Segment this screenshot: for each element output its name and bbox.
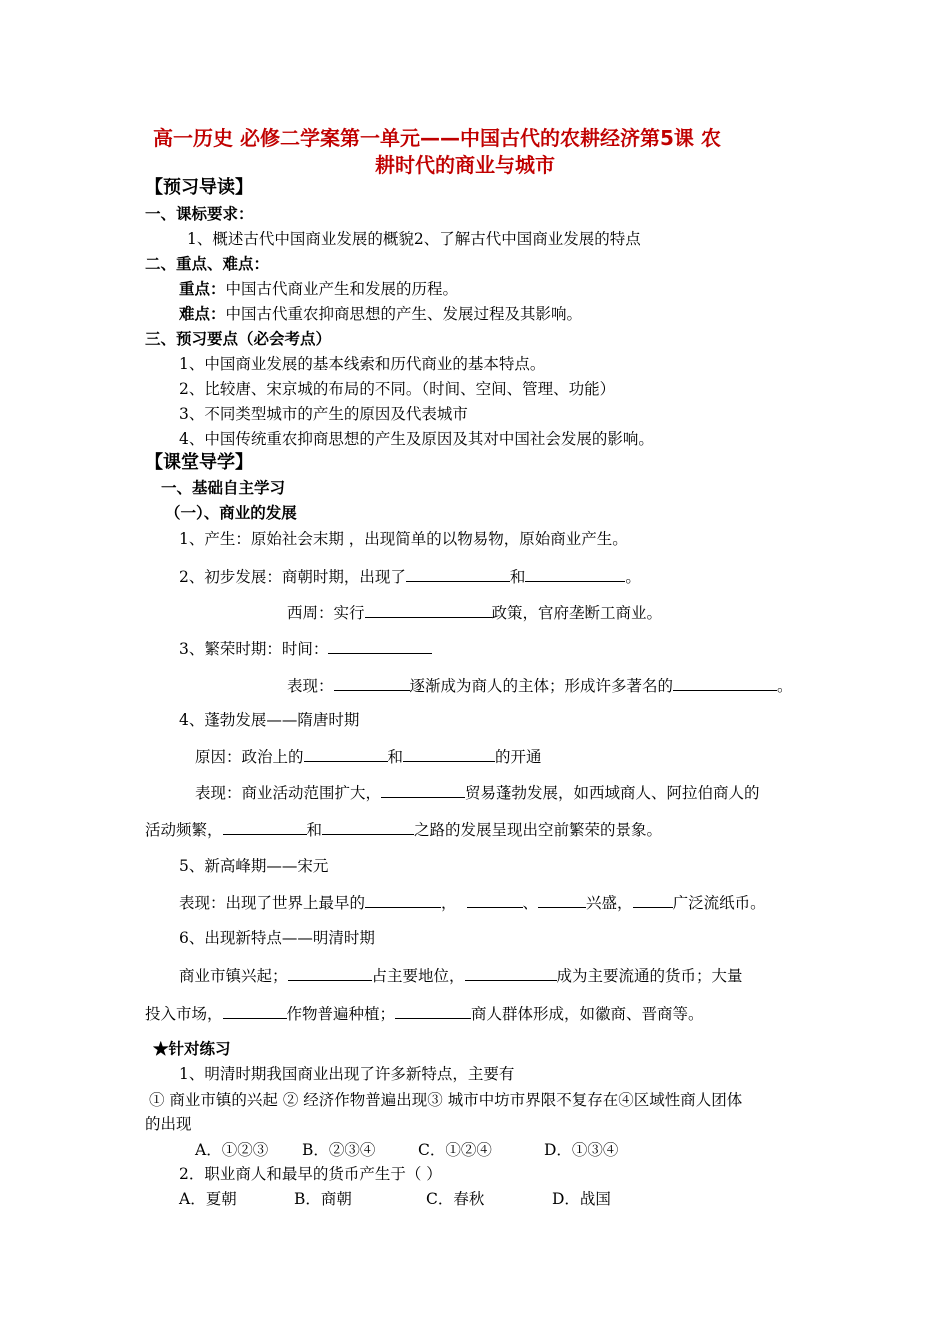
item-text: 表现：商业活动范围扩大， [195,784,382,802]
blank-line[interactable] [365,602,492,618]
item-text: 的开通 [495,748,542,766]
item-text: 投入市场， [145,1005,223,1023]
item-sui-tang-reason [195,746,542,767]
item-text: 和 [509,568,526,586]
item-song-yuan: 5、新高峰期——宋元 [179,857,329,875]
item-text: 西周：实行 [287,604,365,622]
key-points-label: 二、重点、难点： [145,254,270,273]
question-2: 2．职业商人和最早的货币产生于（ ） [179,1165,442,1183]
blank-line[interactable] [538,892,586,908]
preview-point: 4、中国传统重农抑商思想的产生及原因及其对中国社会发展的影响。 [179,430,654,448]
item-text: 商业市镇兴起； [179,967,288,985]
preview-point: 3、不同类型城市的产生的原因及代表城市 [179,405,468,423]
commerce-dev-label: （一）、商业的发展 [165,503,297,522]
difficulty-label: 难点： [179,304,226,323]
question-1: 1、明清时期我国商业出现了许多新特点，主要有 [179,1065,515,1083]
question-1-options: ① 商业市镇的兴起 ② 经济作物普遍出现③ 城市中坊市界限不复存在④区域性商人团体 [149,1091,743,1109]
preview-point: 1、中国商业发展的基本线索和历代商业的基本特点。 [179,355,546,373]
curriculum-label: 一、课标要求： [145,204,254,223]
blank-line[interactable] [673,675,777,691]
item-text: 政策，官府垄断工商业。 [491,604,663,622]
q1-choice-c[interactable]: C．①②④ [418,1141,492,1159]
key-line [179,279,458,299]
q2-choice-d[interactable]: D．战国 [552,1190,611,1208]
preview-header: 【预习导读】 [145,177,253,198]
blank-line[interactable] [633,892,673,908]
question-1-options-cont: 的出现 [145,1115,192,1133]
item-text: 原因：政治上的 [195,748,304,766]
blank-line[interactable] [395,1003,471,1019]
blank-line[interactable] [467,892,523,908]
item-sui-tang-show2 [145,819,662,840]
curriculum-text: 1、概述古代中国商业发展的概貌2、了解古代中国商业发展的特点 [187,230,641,248]
blank-line[interactable] [304,746,388,762]
q2-choice-c[interactable]: C．春秋 [426,1190,485,1208]
key-text: 中国古代商业产生和发展的历程。 [225,280,459,298]
basic-study-label: 一、基础自主学习 [161,478,286,497]
item-text: 。 [777,677,793,695]
item-text: ， [441,894,457,912]
blank-line[interactable] [322,819,414,835]
item-text: 逐渐成为商人的主体；形成许多著名的 [409,677,674,695]
preview-point: 2、比较唐、宋京城的布局的不同。（时间、空间、管理、功能） [179,380,616,398]
q2-choice-b[interactable]: B．商朝 [294,1190,352,1208]
q1-choice-d[interactable]: D．①③④ [544,1141,619,1159]
blank-line[interactable] [223,819,307,835]
q1-choice-b[interactable]: B．②③④ [302,1141,376,1159]
q2-choice-a[interactable]: A．夏朝 [179,1190,237,1208]
item-text: 贸易蓬勃发展，如西域商人、阿拉伯商人的 [465,784,760,802]
item-sui-tang: 4、蓬勃发展——隋唐时期 [179,711,360,729]
item-text: 、 [522,894,539,912]
item-text: 广泛流纸币。 [672,894,766,912]
doc-title-line2: 耕时代的商业与城市 [375,153,555,177]
item-ming-qing-show2 [145,1003,704,1024]
item-song-yuan-show [179,892,766,913]
difficulty-text: 中国古代重农抑商思想的产生、发展过程及其影响。 [225,305,583,323]
key-label: 重点： [179,279,226,298]
practice-header: ★针对练习 [153,1039,231,1058]
preview-points-label: 三、预习要点（必会考点） [145,329,332,348]
item-text: 表现： [287,677,334,695]
doc-title-line1: 高一历史 必修二学案第一单元——中国古代的农耕经济第5课 农 [153,126,721,150]
blank-line[interactable] [328,638,432,654]
item-text: 成为主要流通的货币；大量 [556,967,743,985]
item-text: 。 [625,568,641,586]
item-western-zhou [287,602,662,623]
blank-line[interactable] [223,1003,287,1019]
item-text: 之路的发展呈现出空前繁荣的景象。 [414,821,663,839]
blank-line[interactable] [365,892,441,908]
item-sui-tang-show [195,782,760,803]
item-text: 3、繁荣时期：时间： [179,640,329,658]
item-text: 2、初步发展：商朝时期，出现了 [179,568,406,586]
item-text: 和 [387,748,404,766]
blank-line[interactable] [288,965,372,981]
item-text: 活动频繁， [145,821,223,839]
class-header: 【课堂导学】 [145,452,253,473]
item-text: 和 [306,821,323,839]
item-prosperity [179,638,432,659]
item-text: 商人群体形成，如徽商、晋商等。 [471,1005,704,1023]
blank-line[interactable] [381,782,465,798]
difficulty-line [179,304,582,324]
item-ming-qing-show [179,965,743,986]
item-early-dev [179,566,641,587]
blank-line[interactable] [403,746,495,762]
item-text: 兴盛， [586,894,633,912]
item-text: 占主要地位， [371,967,465,985]
item-text: 表现：出现了世界上最早的 [179,894,366,912]
blank-line[interactable] [525,566,625,582]
item-prosperity-show [287,675,793,696]
item-text: 作物普遍种植； [286,1005,396,1023]
item-ming-qing: 6、出现新特点——明清时期 [179,929,375,947]
blank-line[interactable] [334,675,410,691]
blank-line[interactable] [465,965,557,981]
blank-line[interactable] [406,566,510,582]
item-origin: 1、产生：原始社会末期 ，出现简单的以物易物，原始商业产生。 [179,530,628,548]
q1-choice-a[interactable]: A．①②③ [195,1141,269,1159]
